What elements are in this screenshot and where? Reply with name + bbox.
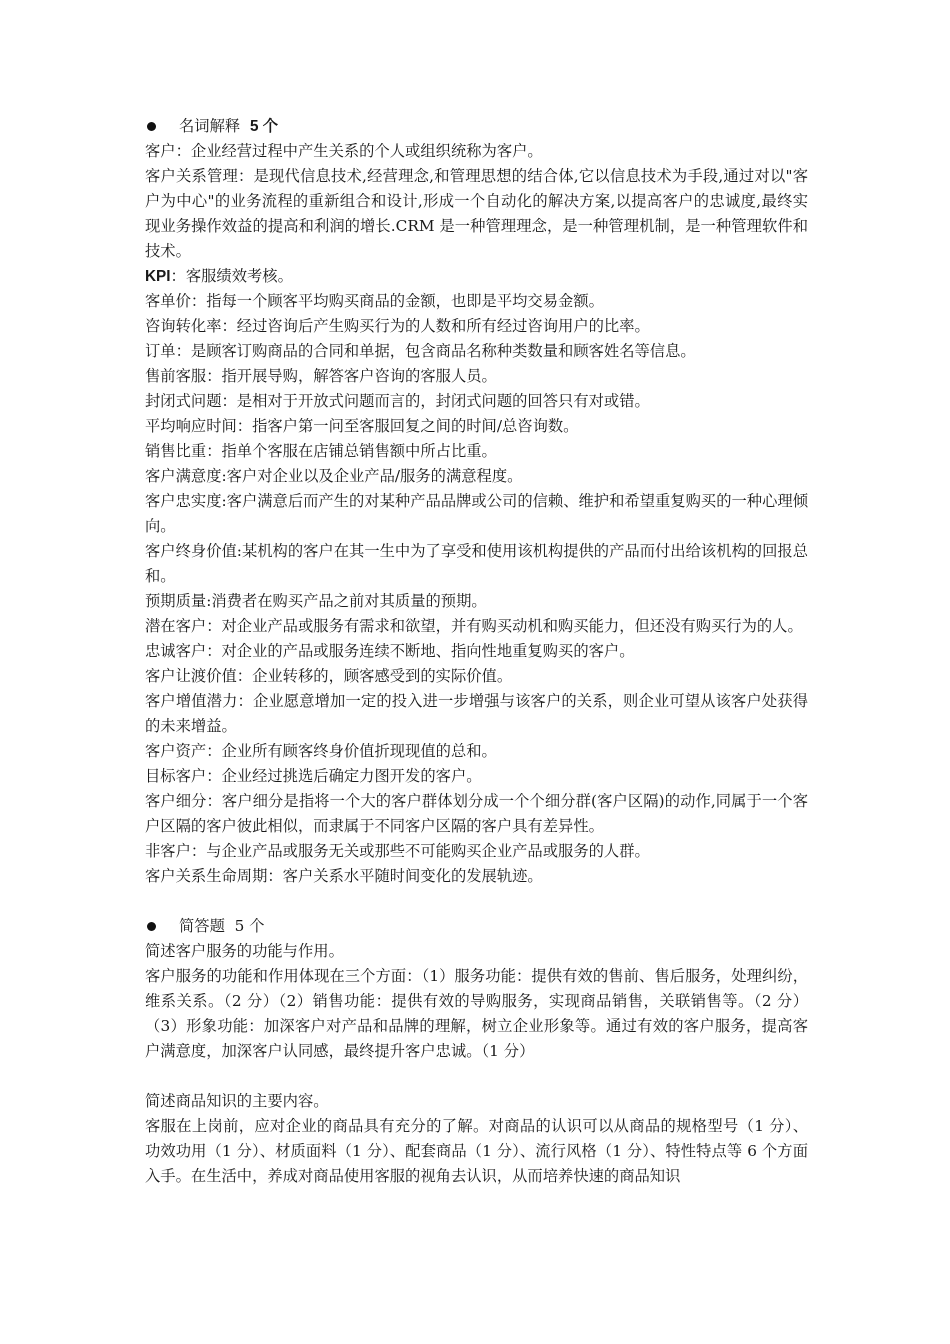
bullet-icon	[147, 122, 156, 131]
definition-target-customer: 目标客户：企业经过挑选后确定力图开发的客户。	[145, 767, 482, 785]
definition-satisfaction: 客户满意度:客户对企业以及企业产品/服务的满意程度。	[145, 467, 523, 485]
kpi-text: 客服绩效考核。	[185, 267, 293, 285]
definition-expected-quality: 预期质量:消费者在购买产品之前对其质量的预期。	[145, 592, 487, 610]
answer-2: 客服在上岗前，应对企业的商品具有充分的了解。对商品的认识可以从商品的规格型号（1 分）、功效功用（1 分）、材质面料（1 分）、配套商品（1 分）、流行风格（1 分）、特性特点等 6 个方面入手。在生活中，养成对商品使用客服的视角去认识，从而培养快速的商品知识	[145, 1117, 808, 1185]
section-heading-definitions	[145, 114, 808, 139]
definition-kpi: KPI：客服绩效考核。	[145, 267, 293, 285]
question-1: 简述客户服务的功能与作用。	[145, 942, 344, 960]
kpi-term: KPI	[145, 268, 171, 285]
section-count: 5 个	[249, 118, 278, 135]
spacer	[145, 889, 808, 914]
section-count: 5 个	[234, 917, 265, 935]
section-title: 名词解释	[179, 117, 241, 135]
definition-potential-customer: 潜在客户：对企业产品或服务有需求和欲望，并有购买动机和购买能力，但还没有购买行为的人。	[145, 617, 803, 635]
definition-loyalty: 客户忠实度:客户满意后而产生的对某种产品品牌或公司的信赖、维护和希望重复购买的一种心理倾向。	[145, 492, 808, 535]
definition-value-potential: 客户增值潜力：企业愿意增加一定的投入进一步增强与该客户的关系，则企业可望从该客户处获得的未来增益。	[145, 692, 808, 735]
definition-unit-price: 客单价：指每一个顾客平均购买商品的金额，也即是平均交易金额。	[145, 292, 604, 310]
definition-order: 订单：是顾客订购商品的合同和单据，包含商品名称种类数量和顾客姓名等信息。	[145, 342, 696, 360]
definition-customer-assets: 客户资产：企业所有顾客终身价值折现现值的总和。	[145, 742, 497, 760]
definition-customer: 客户：企业经营过程中产生关系的个人或组织统称为客户。	[145, 142, 543, 160]
definition-crm: 客户关系管理：是现代信息技术,经营理念,和管理思想的结合体,它以信息技术为手段,通过对以"客户为中心"的业务流程的重新组合和设计,形成一个自动化的解决方案,以提高客户的忠诚度,最终实现业务操作效益的提高和利润的增长.CRM 是一种管理理念，是一种管理机制，是一种管理软件和技术。	[145, 167, 808, 260]
answer-1: 客户服务的功能和作用体现在三个方面：（1）服务功能：提供有效的售前、售后服务，处理纠纷，维系关系。（2 分）（2）销售功能：提供有效的导购服务，实现商品销售，关联销售等。（2 分）（3）形象功能：加深客户对产品和品牌的理解，树立企业形象等。通过有效的客户服务，提高客户满意度，加深客户认同感，最终提升客户忠诚。（1 分）	[145, 967, 808, 1060]
document-page	[145, 114, 808, 1189]
definition-segmentation: 客户细分：客户细分是指将一个大的客户群体划分成一个个细分群(客户区隔)的动作,同属于一个客户区隔的客户彼此相似，而隶属于不同客户区隔的客户具有差异性。	[145, 792, 808, 835]
section-heading-short-answer	[145, 914, 808, 939]
definition-lifecycle: 客户关系生命周期：客户关系水平随时间变化的发展轨迹。	[145, 867, 543, 885]
definition-loyal-customer: 忠诚客户：对企业的产品或服务连续不断地、指向性地重复购买的客户。	[145, 642, 635, 660]
question-2: 简述商品知识的主要内容。	[145, 1092, 329, 1110]
definition-lifetime-value: 客户终身价值:某机构的客户在其一生中为了享受和使用该机构提供的产品而付出给该机构的回报总和。	[145, 542, 808, 585]
spacer	[145, 1064, 808, 1089]
definition-presales: 售前客服：指开展导购，解答客户咨询的客服人员。	[145, 367, 497, 385]
definition-closed-question: 封闭式问题：是相对于开放式问题而言的，封闭式问题的回答只有对或错。	[145, 392, 650, 410]
section-title: 简答题	[179, 917, 225, 935]
bullet-icon	[147, 922, 156, 931]
definition-response-time: 平均响应时间：指客户第一问至客服回复之间的时间/总咨询数。	[145, 417, 579, 435]
definition-conversion-rate: 咨询转化率：经过咨询后产生购买行为的人数和所有经过咨询用户的比率。	[145, 317, 650, 335]
definition-sales-share: 销售比重：指单个客服在店铺总销售额中所占比重。	[145, 442, 497, 460]
definition-non-customer: 非客户：与企业产品或服务无关或那些不可能购买企业产品或服务的人群。	[145, 842, 650, 860]
definition-delivered-value: 客户让渡价值：企业转移的，顾客感受到的实际价值。	[145, 667, 513, 685]
